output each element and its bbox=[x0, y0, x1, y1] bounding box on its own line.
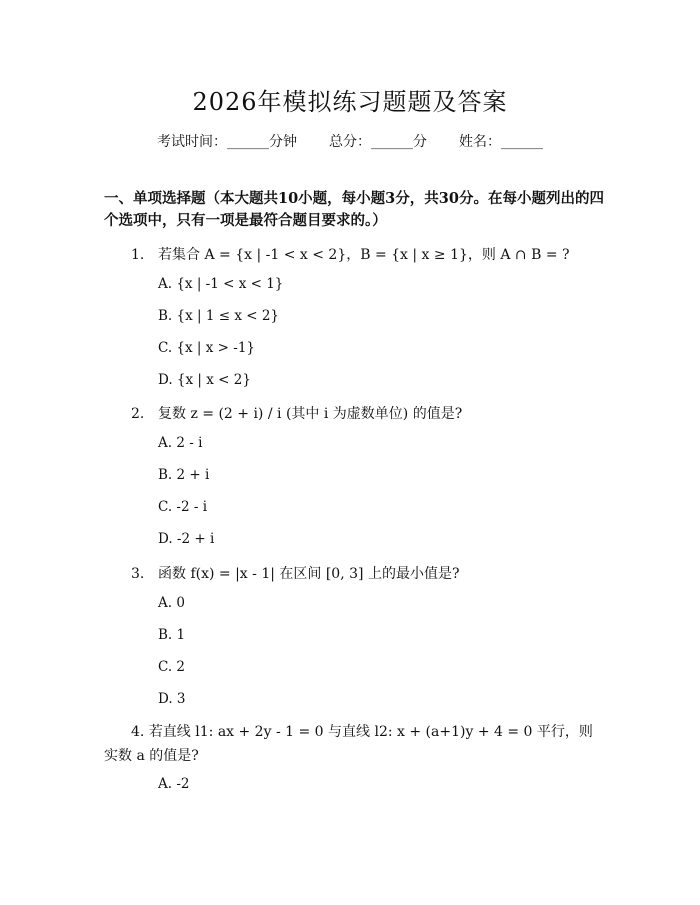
question-3-option-b: B. 1 bbox=[158, 627, 186, 643]
section-heading-single-choice: 一、单项选择题（本大题共10小题，每小题3分，共30分。在每小题列出的四个选项中，只有一项是最符合题目要求的。） bbox=[104, 190, 604, 229]
question-text: 复数 z = (2 + i) / i (其中 i 为虚数单位) 的值是? bbox=[158, 406, 463, 422]
question-1-option-b: B. {x | 1 ≤ x < 2} bbox=[158, 308, 280, 324]
question-1-option-a: A. {x | -1 < x < 1} bbox=[158, 276, 284, 292]
exam-time-field: 考试时间：______分钟 bbox=[157, 134, 297, 150]
question-3-option-a: A. 0 bbox=[158, 595, 185, 611]
question-2-option-a: A. 2 - i bbox=[158, 435, 203, 451]
question-3-option-c: C. 2 bbox=[158, 659, 186, 675]
question-1 bbox=[131, 244, 570, 264]
question-1-option-c: C. {x | x > -1} bbox=[158, 340, 256, 356]
total-score-field: 总分：______分 bbox=[329, 134, 427, 150]
question-number: 3. bbox=[131, 566, 145, 582]
page-title: 2026年模拟练习题题及答案 bbox=[192, 88, 508, 116]
question-text: 若集合 A = {x | -1 < x < 2}，B = {x | x ≥ 1}，则 A ∩ B = ? bbox=[158, 247, 570, 263]
exam-info-row bbox=[0, 131, 700, 151]
question-3 bbox=[131, 563, 459, 583]
question-4 bbox=[104, 720, 596, 768]
student-name-field: 姓名：______ bbox=[459, 134, 543, 150]
question-2-option-c: C. -2 - i bbox=[158, 499, 208, 515]
question-number: 4. bbox=[131, 724, 145, 740]
question-2 bbox=[131, 403, 462, 423]
question-2-option-d: D. -2 + i bbox=[158, 531, 215, 547]
question-2-option-b: B. 2 + i bbox=[158, 467, 210, 483]
question-number: 2. bbox=[131, 406, 145, 422]
question-3-option-d: D. 3 bbox=[158, 691, 186, 707]
question-number: 1. bbox=[131, 247, 145, 263]
question-1-option-d: D. {x | x < 2} bbox=[158, 372, 251, 388]
question-text: 函数 f(x) = |x - 1| 在区间 [0, 3] 上的最小值是? bbox=[158, 566, 460, 582]
question-text: 若直线 l1: ax + 2y - 1 = 0 与直线 l2: x + (a+1)y + 4 = 0 平行，则实数 a 的值是? bbox=[104, 724, 593, 764]
question-4-option-a: A. -2 bbox=[158, 776, 190, 792]
